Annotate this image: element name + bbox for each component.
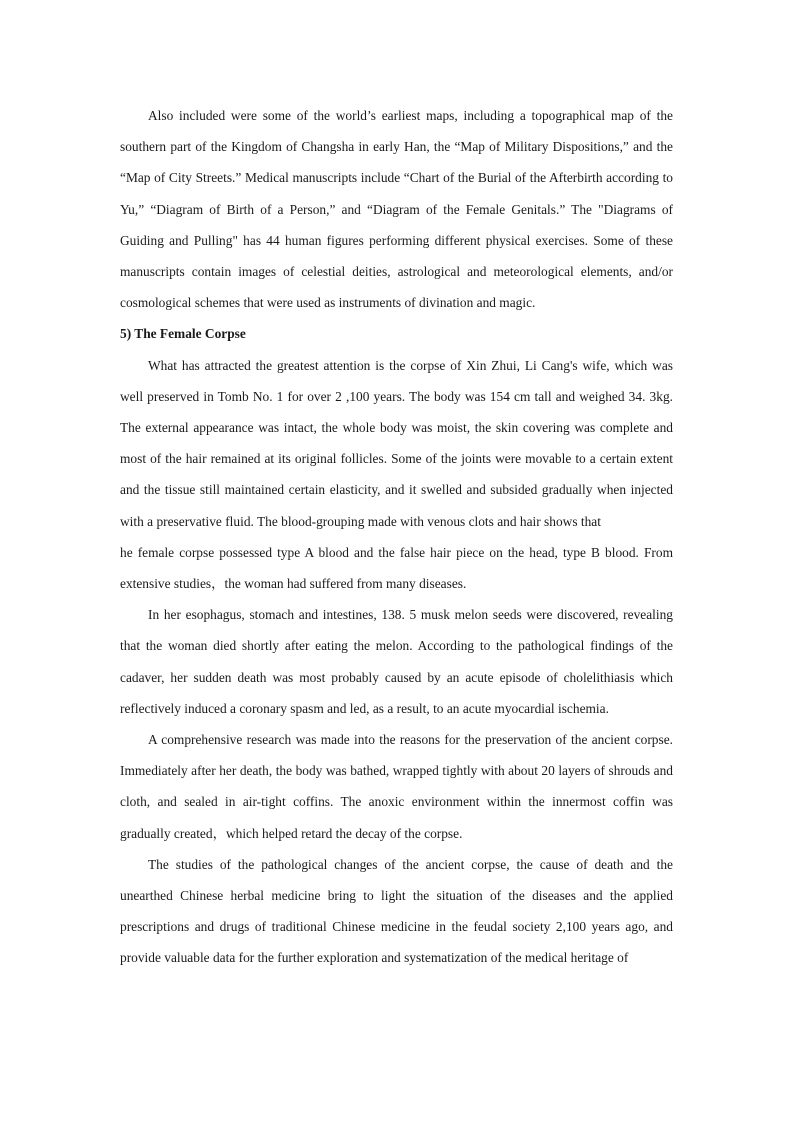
paragraph-studies: The studies of the pathological changes of the ancient corpse, the cause of death and the unearthed Chinese herbal medicine bring to light the situation of the diseases and the applied prescriptions and drugs of traditional Chinese medicine in the feudal society 2,100 years ago, and provide valuable data for the further exploration and systematization of the medical heritage of [120,856,673,966]
section-heading-female-corpse: 5) The Female Corpse [120,326,246,342]
paragraph-maps-manuscripts: Also included were some of the world’s earliest maps, including a topographical map of the southern part of the Kingdom of Changsha in early Han, the “Map of Military Dispositions,” and the “Map of City Streets.” Medical manuscripts include “Chart of the Burial of the Afterbirth according to Yu,” “Diagram of Birth of a Person,” and “Diagram of the Female Genitals.” The "Diagrams of Guiding and Pulling" has 44 human figures performing different physical exercises. Some of these manuscripts contain images of celestial deities, astrological and meteorological elements, and/or cosmological schemes that were used as instruments of divination and magic. [120,108,673,311]
document-page [120,100,673,974]
paragraph-corpse-description: What has attracted the greatest attention is the corpse of Xin Zhui, Li Cang's wife, which was well preserved in Tomb No. 1 for over 2 ,100 years. The body was 154 cm tall and weighed 34. 3kg. The external appearance was intact, the whole body was moist, the skin covering was complete and most of the hair remained at its original follicles. Some of the joints were movable to a certain extent and the tissue still maintained certain elasticity, and it swelled and subsided gradually when injected with a preservative fluid. The blood-grouping made with venous clots and hair shows that [120,357,673,529]
paragraph-preservation: A comprehensive research was made into the reasons for the preservation of the ancient corpse. Immediately after her death, the body was bathed, wrapped tightly with about 20 layers of shrouds and cloth, and sealed in air-tight coffins. The anoxic environment within the innermost coffin was gradually created，which helped retard the decay of the corpse. [120,732,673,841]
paragraph-cause-of-death: In her esophagus, stomach and intestines, 138. 5 musk melon seeds were discovered, revealing that the woman died shortly after eating the melon. According to the pathological findings of the cadaver, her sudden death was most probably caused by an acute episode of cholelithiasis which reflectively induced a coronary spasm and led, as a result, to an acute myocardial ischemia. [120,607,673,716]
paragraph-blood-type: he female corpse possessed type A blood and the false hair piece on the head, type B blood. From extensive studies，the woman had suffered from many diseases. [120,544,673,592]
